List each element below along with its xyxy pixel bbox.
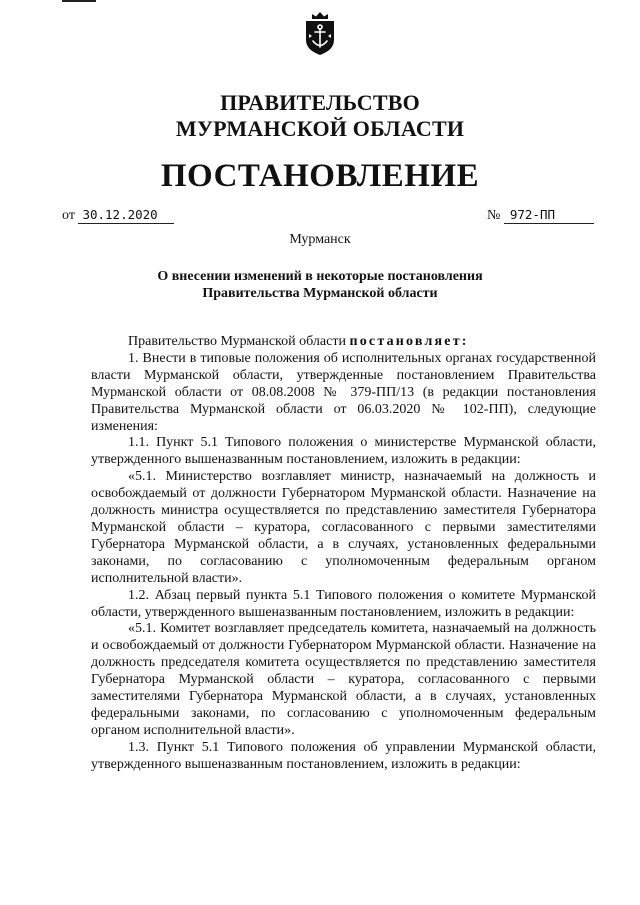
city-name: Мурманск: [289, 232, 351, 247]
scan-mark: [62, 0, 96, 2]
document-body: [91, 334, 596, 774]
coat-of-arms-icon: [302, 10, 338, 56]
number-value: 972-ПП: [504, 207, 594, 224]
intro-verb: постановляет:: [349, 334, 469, 349]
date-value: 30.12.2020: [78, 207, 174, 224]
paragraph-1-1: 1.1. Пункт 5.1 Типового положения о министерстве Мурманской области, утвержденного вышеназванным постановлением, изложить в редакции:: [91, 435, 596, 468]
organization-name-line1: ПРАВИТЕЛЬСТВО: [220, 90, 420, 115]
subject-line1: О внесении изменений в некоторые постановления: [157, 269, 483, 284]
intro-text: Правительство Мурманской области: [128, 334, 350, 349]
organization-name-line2: МУРМАНСКОЙ ОБЛАСТИ: [175, 116, 465, 141]
intro-paragraph: [91, 334, 596, 351]
date-prefix: от: [62, 208, 75, 223]
paragraph-5-1-ministry: «5.1. Министерство возглавляет министр, назначаемый на должность и освобождаемый от должности Губернатором Мурманской области. Назначение на должность министра осуществляется по представлению заместителя Губернатора Мурманской области – куратора, согласованного с первыми заместителями Губернатора Мурманской области, а в случаях, установленных федеральными законами, по согласованию с уполномоченным федеральным органом исполнительной власти».: [91, 469, 596, 586]
subject-line2: Правительства Мурманской области: [202, 286, 438, 301]
number-prefix: №: [487, 208, 501, 223]
document-subject: [0, 268, 640, 302]
paragraph-1-3: 1.3. Пункт 5.1 Типового положения об управлении Мурманской области, утвержденного вышеназванным постановлением, изложить в редакции:: [91, 739, 596, 772]
paragraph-5-1-committee: «5.1. Комитет возглавляет председатель комитета, назначаемый на должность и освобождаемый от должности Губернатором Мурманской области. Назначение на должность председателя комитета осуществляется по представлению заместителя Губернатора Мурманской области – куратора, согласованного с первыми заместителями Губернатора Мурманской области, а в случаях, установленных федеральными законами, по согласованию с уполномоченным федеральным органом исполнительной власти».: [91, 621, 596, 738]
document-number: [487, 207, 594, 224]
document-type-title: ПОСТАНОВЛЕНИЕ: [160, 158, 480, 194]
paragraph-1: 1. Внести в типовые положения об исполнительных органах государственной власти Мурманской области, утвержденные постановлением Правительства Мурманской области от 08.08.2008 № 379-ПП/13 (в редакции постановления Правительства Мурманской области от 06.03.2020 № 102-ПП), следующие изменения:: [91, 350, 596, 434]
document-date: [62, 207, 174, 224]
paragraph-1-2: 1.2. Абзац первый пункта 5.1 Типового положения о комитете Мурманской области, утвержденного вышеназванным постановлением, изложить в редакции:: [91, 587, 596, 620]
